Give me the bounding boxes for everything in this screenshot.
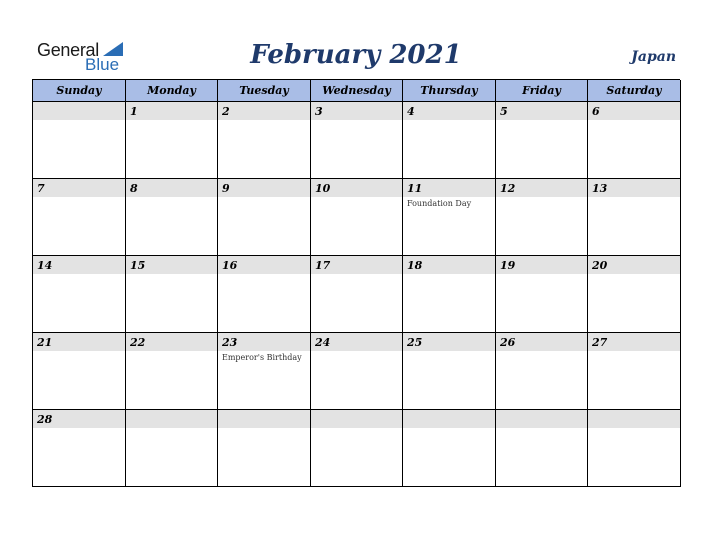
day-cell xyxy=(588,256,681,333)
day-cell xyxy=(311,102,403,179)
weekday-header-friday: Friday xyxy=(496,80,588,102)
day-header-bar xyxy=(33,102,125,120)
day-number: 6 xyxy=(592,105,600,118)
day-number: 1 xyxy=(130,105,138,118)
day-number: 17 xyxy=(315,259,331,272)
day-number: 5 xyxy=(500,105,508,118)
day-number: 25 xyxy=(407,336,423,349)
day-number: 21 xyxy=(37,336,53,349)
day-cell xyxy=(496,256,588,333)
day-number: 2 xyxy=(222,105,230,118)
logo-text-blue: Blue xyxy=(85,55,120,74)
country-label: Japan xyxy=(631,49,676,65)
page-title: February 2021 xyxy=(250,40,462,70)
weekday-header-wednesday: Wednesday xyxy=(311,80,403,102)
day-cell xyxy=(33,256,126,333)
day-cell xyxy=(126,102,218,179)
day-number: 9 xyxy=(222,182,230,195)
day-cell xyxy=(496,179,588,256)
day-header-bar xyxy=(126,179,217,197)
day-number: 7 xyxy=(37,182,45,195)
day-header-bar xyxy=(311,410,402,428)
day-header-bar xyxy=(218,102,310,120)
day-header-bar xyxy=(496,410,587,428)
day-header-bar xyxy=(33,179,125,197)
day-number: 27 xyxy=(592,336,608,349)
day-header-bar xyxy=(403,102,495,120)
day-number: 18 xyxy=(407,259,423,272)
day-number: 12 xyxy=(500,182,516,195)
day-cell xyxy=(33,102,126,179)
day-cell xyxy=(403,102,496,179)
day-cell xyxy=(218,410,311,487)
day-number: 23 xyxy=(222,336,238,349)
day-number: 16 xyxy=(222,259,238,272)
day-number: 3 xyxy=(315,105,323,118)
day-header-bar xyxy=(588,102,680,120)
day-cell xyxy=(218,256,311,333)
calendar xyxy=(32,79,680,487)
day-cell xyxy=(311,410,403,487)
day-number: 11 xyxy=(407,182,423,195)
holiday-label: Foundation Day xyxy=(407,199,472,208)
weekday-header-monday: Monday xyxy=(126,80,218,102)
day-cell xyxy=(33,333,126,410)
day-cell xyxy=(588,102,681,179)
day-header-bar xyxy=(496,102,587,120)
day-cell xyxy=(588,410,681,487)
weekday-header-thursday: Thursday xyxy=(403,80,496,102)
day-number: 13 xyxy=(592,182,608,195)
day-number: 22 xyxy=(130,336,146,349)
day-cell xyxy=(218,102,311,179)
generalblue-logo xyxy=(37,40,127,74)
weekday-header-sunday: Sunday xyxy=(33,80,126,102)
day-header-bar xyxy=(126,410,217,428)
day-cell xyxy=(218,179,311,256)
day-cell xyxy=(403,333,496,410)
day-cell xyxy=(588,179,681,256)
day-cell xyxy=(496,410,588,487)
day-header-bar xyxy=(311,102,402,120)
day-cell xyxy=(496,102,588,179)
day-cell xyxy=(218,333,311,410)
day-number: 4 xyxy=(407,105,415,118)
day-number: 14 xyxy=(37,259,53,272)
day-cell xyxy=(126,179,218,256)
logo-text-general: General xyxy=(37,40,99,60)
day-cell xyxy=(33,410,126,487)
weekday-header-tuesday: Tuesday xyxy=(218,80,311,102)
day-number: 10 xyxy=(315,182,331,195)
calendar-grid xyxy=(32,79,680,487)
day-header-bar xyxy=(588,410,680,428)
day-cell xyxy=(403,410,496,487)
day-number: 8 xyxy=(130,182,138,195)
day-header-bar xyxy=(126,102,217,120)
day-cell xyxy=(403,179,496,256)
day-cell xyxy=(311,179,403,256)
day-number: 19 xyxy=(500,259,516,272)
day-header-bar xyxy=(218,179,310,197)
day-cell xyxy=(126,333,218,410)
day-cell xyxy=(588,333,681,410)
weekday-header-saturday: Saturday xyxy=(588,80,681,102)
day-number: 24 xyxy=(315,336,331,349)
holiday-label: Emperor's Birthday xyxy=(222,353,302,362)
day-header-bar xyxy=(403,410,495,428)
day-cell xyxy=(496,333,588,410)
day-cell xyxy=(311,256,403,333)
day-number: 15 xyxy=(130,259,146,272)
day-number: 20 xyxy=(592,259,608,272)
day-number: 28 xyxy=(37,413,53,426)
day-number: 26 xyxy=(500,336,516,349)
day-cell xyxy=(33,179,126,256)
day-cell xyxy=(126,410,218,487)
logo-triangle-icon xyxy=(103,42,123,56)
day-cell xyxy=(126,256,218,333)
day-cell xyxy=(403,256,496,333)
day-header-bar xyxy=(218,410,310,428)
day-cell xyxy=(311,333,403,410)
